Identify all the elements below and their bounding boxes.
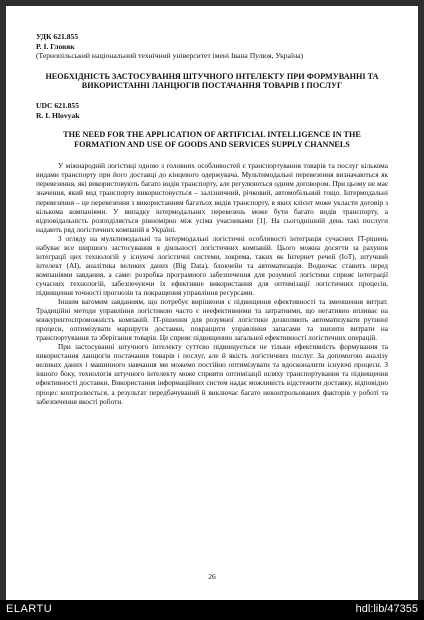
title-ua: НЕОБХІДНІСТЬ ЗАСТОСУВАННЯ ШТУЧНОГО ІНТЕЛЕКТУ ПРИ ФОРМУВАННІ ТА ВИКОРИСТАННІ ЛАНЦЮГІВ ПОСТАЧАННЯ ТОВАРІВ І ПОСЛУГ: [45, 71, 379, 91]
handle-identifier: hdl:lib/47355: [355, 603, 418, 615]
udc-en: UDC 621.855: [36, 100, 80, 110]
repository-name: ELARTU: [6, 603, 53, 615]
author-en: R. I. Hlovyak: [36, 110, 80, 120]
page-number: 26: [208, 572, 216, 581]
author-ua: Р. І. Гловяк: [36, 41, 75, 51]
title-en: THE NEED FOR THE APPLICATION OF ARTIFICIAL INTELLIGENCE IN THE FORMATION AND USE OF GOODS AND SERVICES SUPPLY CHANNELS: [63, 130, 361, 149]
body-paragraph-4: При застосуванні штучного інтелекту суттєво підвищується не тільки ефективність формування та використання ланцюгів постачання товарів і послуг, але й якість логістичних послуг. За допомогою аналізу великих даних і машинного навчання ми можемо постійно оптимізувати та вдосконалити існуючі процеси. З іншого боку, технологія штучного інтелекту може сприяти оптимізації шляху транспортування та підвищення ефективності доставки. Використання інформаційних систем надає можливість відстежити доставку, відповідно процес контролюється, а результат передбачуваний й виключає багато неконтрольованих факторів у роботі та забезпечення якості роботи.: [36, 342, 388, 406]
document-page: [6, 6, 418, 600]
affiliation-ua: (Тернопільський національний технічний університет імені Івана Пулюя, Україна): [36, 51, 304, 61]
body-paragraph-3: Іншим вагомим завданням, що потребує вирішення є підвищення ефективності та зменшення витрат. Традиційні методи управління логістикою часто є неефективними та затратними, що негативно впливає на конкурентоспроможність компаній. IT-рішення для розумної логістики дозволяють автоматизувати рутинні процеси, оптимізувати маршрути доставки, покращити управління запасами та знизити витрати на транспортування та зберігання товарів. Це сприяє підвищенню загальної ефективності логістичних операцій.: [36, 297, 388, 343]
udc-ua: УДК 621.855: [36, 32, 79, 41]
body-paragraph-2: З огляду на мультимодальні та інтермодальні логістичні особливості інтеграція сучасних IT-рішень набуває все ширшого застосування в діяльності логістичних компаній. Цього можна досягти за рахунок інтеграції цих технологій у існуючі логістичні системи, зокрема, таких як Інтернет речей (IoT), штучний інтелект (AI), аналітика великих даних (Big Data), блокчейн та автоматизація. Водночас ставить перед компаніями завдання, а саме: розробка програмного забезпечення для розумної логістики сприяє інтеграції сучасних технологій, забезпечуючи їх ефективне використання для оптимізації логістичних процесів, підвищення точності прогнозів та покращення управління ресурсами.: [36, 233, 388, 297]
repository-footer-bar: [0, 600, 424, 620]
body-paragraph-1: У міжнародній логістиці одною з головних особливостей є транспортування товарів та послуг кількома видами транспорту при його доставці до кінцевого одержувача. Мультимодальні перевезення визначаються як перевезення, які використовують багато видів транспорту, але регулюються одним договором. При цьому не має значення, який вид транспорту використовується – залізничний, річковий, автомобільний тощо. Інтермодальні перевезення – це перевезення з використанням багатьох видів транспорту, в яких клієнт може укласти договір з кількома компаніями. У випадку інтермодальних перевезень може бути багато видів транспорту, а відповідальність розподіляється рівномірно між усіма учасниками [1]. На сьогоднішній день такі послуги надають ряд логістичних компаній в Україні.: [36, 161, 388, 234]
